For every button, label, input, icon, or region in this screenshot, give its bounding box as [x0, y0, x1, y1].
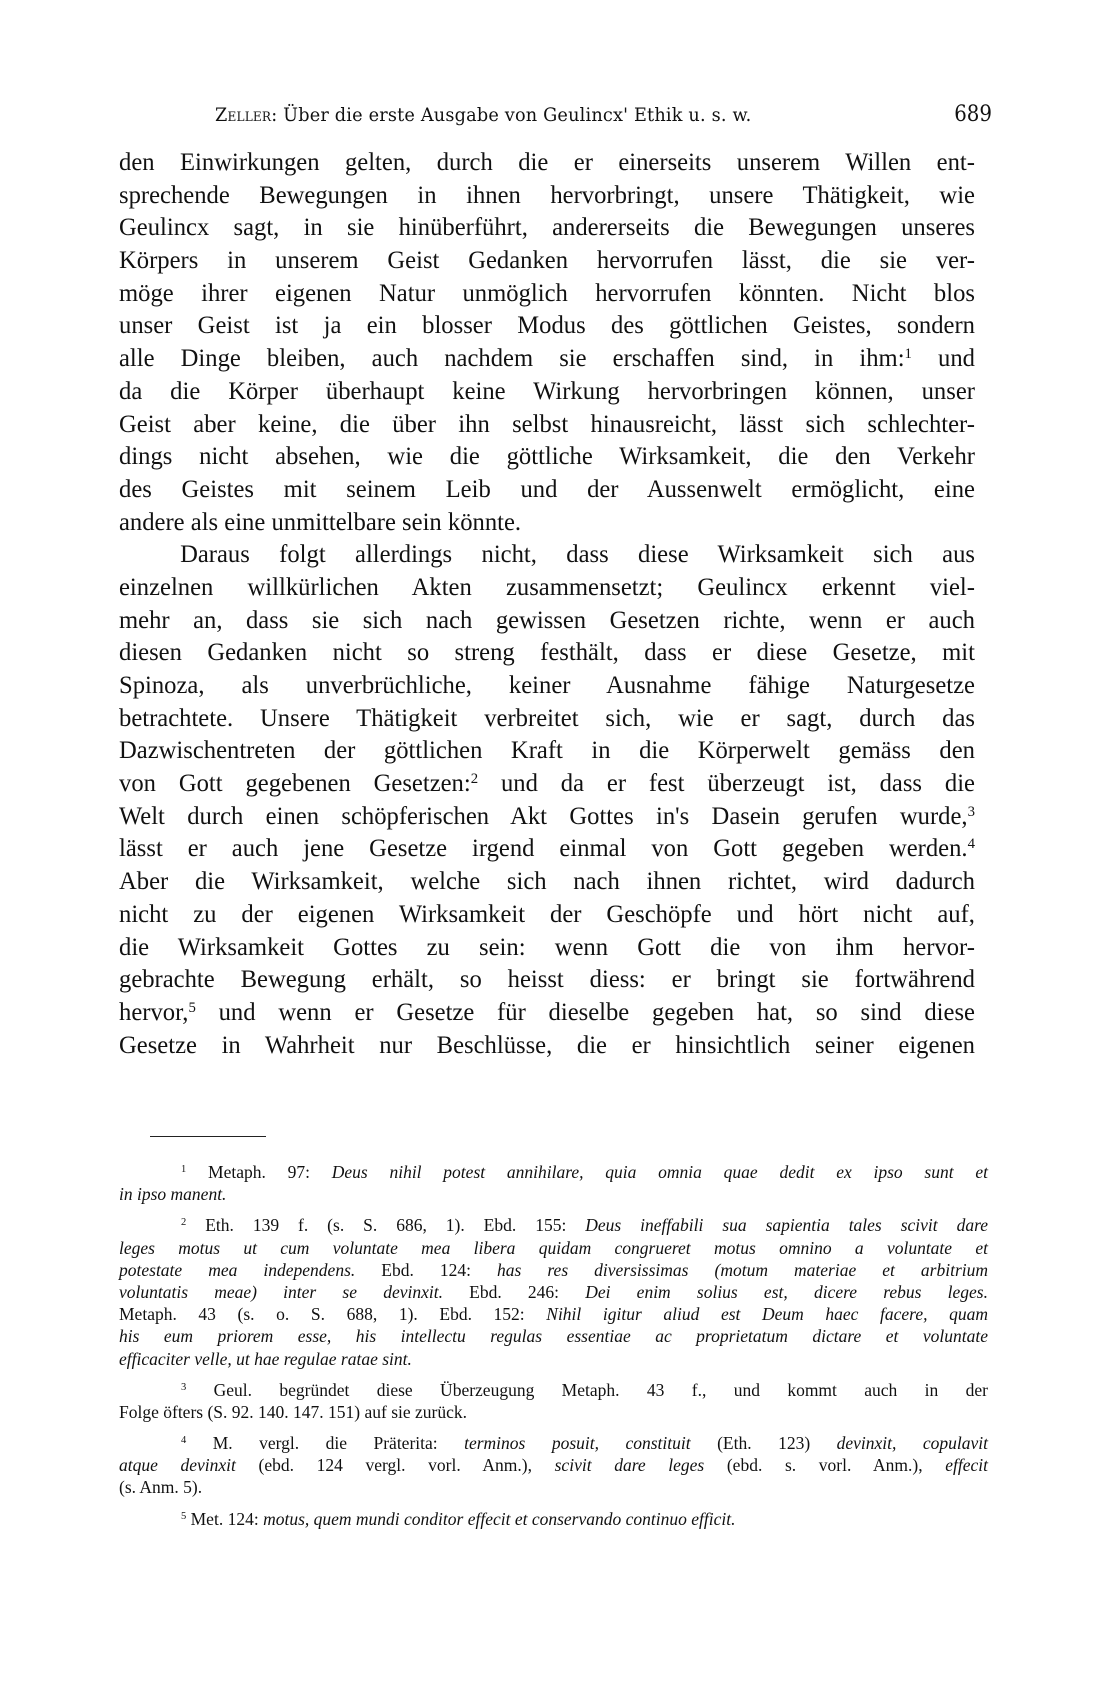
- footnote-2-cont: [119, 1237, 988, 1259]
- line-text: hervor,: [119, 998, 189, 1026]
- footnote-text: (s. Anm. 5).: [119, 1477, 203, 1498]
- latin-quote: Nihil igitur aliud est Deum haec facere, quam: [546, 1304, 988, 1325]
- text-line: [119, 768, 975, 801]
- text-line: andere als eine unmittelbare sein könnte.: [119, 508, 522, 536]
- latin-quote: atque devinxit: [119, 1455, 236, 1476]
- latin-quote: Deus nihil potest annihilare, quia omnia quae dedit ex ipso sunt et: [331, 1162, 988, 1182]
- footnote-number: 1: [181, 1164, 187, 1176]
- text-line: unser Geist ist ja ein blosser Modus des göttlichen Geistes, sondern: [119, 312, 975, 340]
- text-line: [119, 343, 975, 376]
- footnote-ref-3[interactable]: 3: [967, 803, 975, 820]
- footnote-3: [119, 1379, 988, 1401]
- footnote-number: 5: [181, 1510, 187, 1522]
- latin-quote: scivit dare leges: [554, 1455, 705, 1476]
- footnote-text: (ebd. 124 vergl. vorl. Anm.),: [235, 1455, 555, 1476]
- text-line: Dazwischentreten der göttlichen Kraft in die Körperwelt gemäss den: [119, 737, 975, 765]
- text-line: betrachtete. Unsere Thätigkeit verbreitet sich, wie er sagt, durch das: [119, 704, 975, 732]
- text-line: Spinoza, als unverbrüchliche, keiner Ausnahme fähige Naturgesetze: [119, 672, 975, 699]
- line-text: und da er fest überzeugt ist, dass die: [478, 770, 975, 798]
- text-line: [119, 833, 975, 866]
- text-line: [119, 801, 975, 834]
- footnote-1: [119, 1161, 988, 1183]
- footnote-number: 3: [181, 1381, 187, 1393]
- line-text: alle Dinge bleiben, auch nachdem sie erschaffen sind, in ihm:: [119, 345, 905, 373]
- footnote-ref-2[interactable]: 2: [470, 770, 479, 787]
- latin-quote: his eum priorem esse, his intellectu regulas essentiae ac proprietatum dictare et voluntate: [119, 1326, 988, 1347]
- footnote-text: Metaph. 43 (s. o. S. 688, 1). Ebd. 152:: [119, 1304, 547, 1325]
- footnote-text: Folge öfters (S. 92. 140. 147. 151) auf sie zurück.: [119, 1401, 467, 1422]
- footnote-1-cont: [119, 1183, 988, 1205]
- line-text: von Gott gegebenen Gesetzen:: [119, 770, 471, 798]
- running-title: [215, 104, 751, 126]
- latin-quote: devinxit, copulavit: [836, 1433, 988, 1454]
- footnote-separator: [150, 1136, 266, 1137]
- footnote-text: (Eth. 123): [690, 1433, 837, 1454]
- text-line: Körpers in unserem Geist Gedanken hervorrufen lässt, die sie ver-: [119, 247, 975, 275]
- line-text: und wenn er Gesetze für dieselbe gegeben hat, so sind diese: [195, 998, 975, 1026]
- footnote-ref-4[interactable]: 4: [967, 836, 975, 853]
- text-line: diesen Gedanken nicht so streng festhält, dass er diese Gesetze, mit: [119, 639, 975, 667]
- footnote-4: [119, 1432, 988, 1454]
- article-title: : Über die erste Ausgabe von Geulincx' Ethik u. s. w.: [271, 104, 752, 126]
- footnote-3-cont: [119, 1401, 988, 1423]
- main-text: [119, 147, 988, 1062]
- footnote-5: [119, 1508, 988, 1530]
- latin-quote: leges motus ut cum voluntate mea libera quidam congrueret motus omnino a voluntate et: [119, 1237, 988, 1258]
- footnote-text: Ebd. 246:: [442, 1281, 586, 1302]
- text-line: dings nicht absehen, wie die göttliche Wirksamkeit, die den Verkehr: [119, 443, 975, 471]
- footnote-4-cont: [119, 1454, 988, 1476]
- latin-quote: terminos posuit, constituit: [464, 1433, 691, 1454]
- text-line: da die Körper überhaupt keine Wirkung hervorbringen können, unser: [119, 377, 975, 405]
- footnote-number: 4: [181, 1435, 187, 1447]
- text-line: [119, 997, 975, 1030]
- footnote-text: Met. 124:: [190, 1508, 264, 1529]
- footnote-2-cont: [119, 1348, 988, 1370]
- footnote-2-cont: [119, 1259, 988, 1281]
- paragraph-start-line: Daraus folgt allerdings nicht, dass diese Wirksamkeit sich aus: [180, 541, 975, 569]
- text-line: einzelnen willkürlichen Akten zusammensetzt; Geulincx erkennt viel-: [119, 573, 975, 601]
- running-header: [215, 104, 1000, 134]
- latin-quote: Deus ineffabili sua sapientia tales scivit dare: [585, 1215, 989, 1236]
- footnote-text: Geul. begründet diese Überzeugung Metaph. 43 f., und kommt auch in der: [213, 1379, 988, 1400]
- text-line: mehr an, dass sie sich nach gewissen Gesetzen richte, wenn er auch: [119, 606, 975, 634]
- line-text: lässt er auch jene Gesetze irgend einmal von Gott gegeben werden.: [119, 835, 968, 863]
- footnote-text: Eth. 139 f. (s. S. 686, 1). Ebd. 155:: [205, 1215, 586, 1236]
- footnote-ref-5[interactable]: 5: [188, 999, 196, 1016]
- text-line: Gesetze in Wahrheit nur Beschlüsse, die er hinsichtlich seiner eigenen: [119, 1031, 975, 1059]
- text-line: gebrachte Bewegung erhält, so heisst diess: er bringt sie fortwährend: [119, 966, 975, 994]
- text-line: möge ihrer eigenen Natur unmöglich hervorrufen könnten. Nicht blos: [119, 279, 975, 307]
- footnote-2-cont: [119, 1325, 988, 1347]
- footnote-text: Metaph. 97:: [208, 1162, 332, 1182]
- text-line: Aber die Wirksamkeit, welche sich nach ihnen richtet, wird dadurch: [119, 868, 975, 896]
- footnote-number: 2: [181, 1217, 187, 1229]
- line-text: und: [911, 345, 975, 373]
- footnote-2-cont: [119, 1281, 988, 1303]
- latin-quote: Dei enim solius est, dicere rebus leges.: [585, 1281, 988, 1302]
- latin-quote: has res diversissimas (motum materiae et arbitrium: [497, 1259, 988, 1280]
- latin-quote: efficaciter velle, ut hae regulae ratae sint.: [119, 1348, 412, 1369]
- footnote-text: Ebd. 124:: [355, 1259, 498, 1280]
- latin-quote: effecit: [945, 1455, 988, 1476]
- footnotes: [119, 1161, 988, 1530]
- footnote-2-cont: [119, 1303, 988, 1325]
- footnote-4-cont: [119, 1476, 988, 1498]
- latin-quote: potestate mea independens.: [119, 1259, 356, 1280]
- page-number: 689: [954, 102, 992, 127]
- line-text: Welt durch einen schöpferischen Akt Gottes in's Dasein gerufen wurde,: [119, 802, 968, 830]
- text-line: die Wirksamkeit Gottes zu sein: wenn Gott die von ihm hervor-: [119, 933, 975, 961]
- text-line: Geulincx sagt, in sie hinüberführt, andererseits die Bewegungen unseres: [119, 214, 975, 242]
- latin-quote: motus, quem mundi conditor effecit et conservando continuo efficit.: [263, 1508, 736, 1529]
- latin-quote: voluntatis meae) inter se devinxit.: [119, 1281, 443, 1302]
- author-name: Zeller: [215, 104, 272, 126]
- footnote-ref-1[interactable]: 1: [904, 345, 912, 362]
- text-line: Geist aber keine, die über ihn selbst hinausreicht, lässt sich schlechter-: [119, 410, 975, 438]
- text-line: den Einwirkungen gelten, durch die er einerseits unserem Willen ent-: [119, 149, 975, 176]
- text-line: nicht zu der eigenen Wirksamkeit der Geschöpfe und hört nicht auf,: [119, 900, 975, 928]
- footnote-2: [119, 1214, 988, 1236]
- footnote-text: M. vergl. die Präterita:: [212, 1433, 465, 1454]
- latin-quote: in ipso manent.: [119, 1184, 227, 1205]
- text-line: sprechende Bewegungen in ihnen hervorbringt, unsere Thätigkeit, wie: [119, 181, 975, 209]
- footnote-text: (ebd. s. vorl. Anm.),: [704, 1455, 946, 1476]
- text-line: des Geistes mit seinem Leib und der Aussenwelt ermöglicht, eine: [119, 475, 975, 503]
